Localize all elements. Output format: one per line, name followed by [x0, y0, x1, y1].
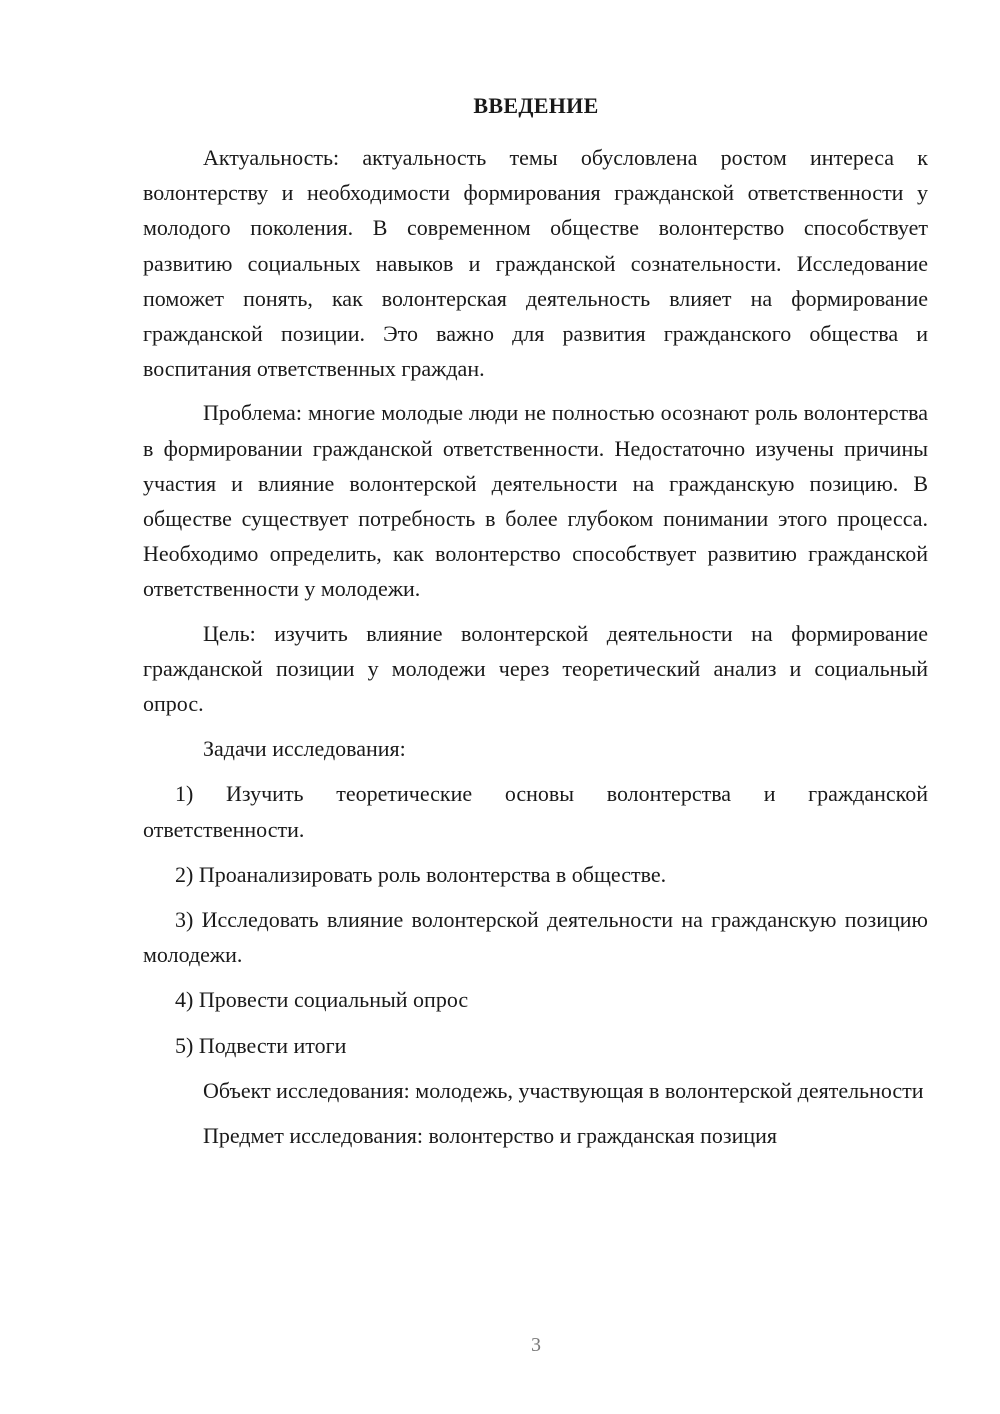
page-number: 3	[531, 1334, 541, 1356]
list-item: 2) Проанализировать роль волонтерства в обществе.	[175, 861, 667, 887]
paragraph-relevance: Актуальность: актуальность темы обусловлена ростом интереса к волонтерству и необходимости формирования гражданской ответственности у молодого поколения. В современном обществе волонтерство способствует развитию социальных навыков и гражданской сознательности. Исследование поможет понять, как волонтерская деятельность влияет на формирование гражданской позиции. Это важно для развития гражданского общества и воспитания ответственных граждан.	[143, 145, 928, 382]
document-body	[143, 140, 928, 1153]
list-item: 4) Провести социальный опрос	[175, 987, 469, 1013]
paragraph-object: Объект исследования: молодежь, участвующая в волонтерской деятельности	[203, 1077, 924, 1103]
list-item: 5) Подвести итоги	[175, 1032, 347, 1058]
tasks-list	[143, 776, 928, 1062]
list-item: 3) Исследовать влияние волонтерской деятельности на гражданскую позицию молодежи.	[143, 907, 928, 968]
paragraph-tasks-title: Задачи исследования:	[203, 736, 406, 762]
section-heading: ВВЕДЕНИЕ	[473, 93, 599, 118]
paragraph-subject: Предмет исследования: волонтерство и гражданская позиция	[203, 1123, 778, 1149]
paragraph-goal: Цель: изучить влияние волонтерской деятельности на формирование гражданской позиции у молодежи через теоретический анализ и социальный опрос.	[143, 620, 928, 717]
list-item: 1) Изучить теоретические основы волонтерства и гражданской ответственности.	[143, 781, 928, 842]
paragraph-problem: Проблема: многие молодые люди не полностью осознают роль волонтерства в формировании гражданской ответственности. Недостаточно изучены причины участия и влияние волонтерской деятельности на гражданскую позицию. В обществе существует потребность в более глубоком понимании этого процесса. Необходимо определить, как волонтерство способствует развитию гражданской ответственности у молодежи.	[143, 400, 928, 602]
